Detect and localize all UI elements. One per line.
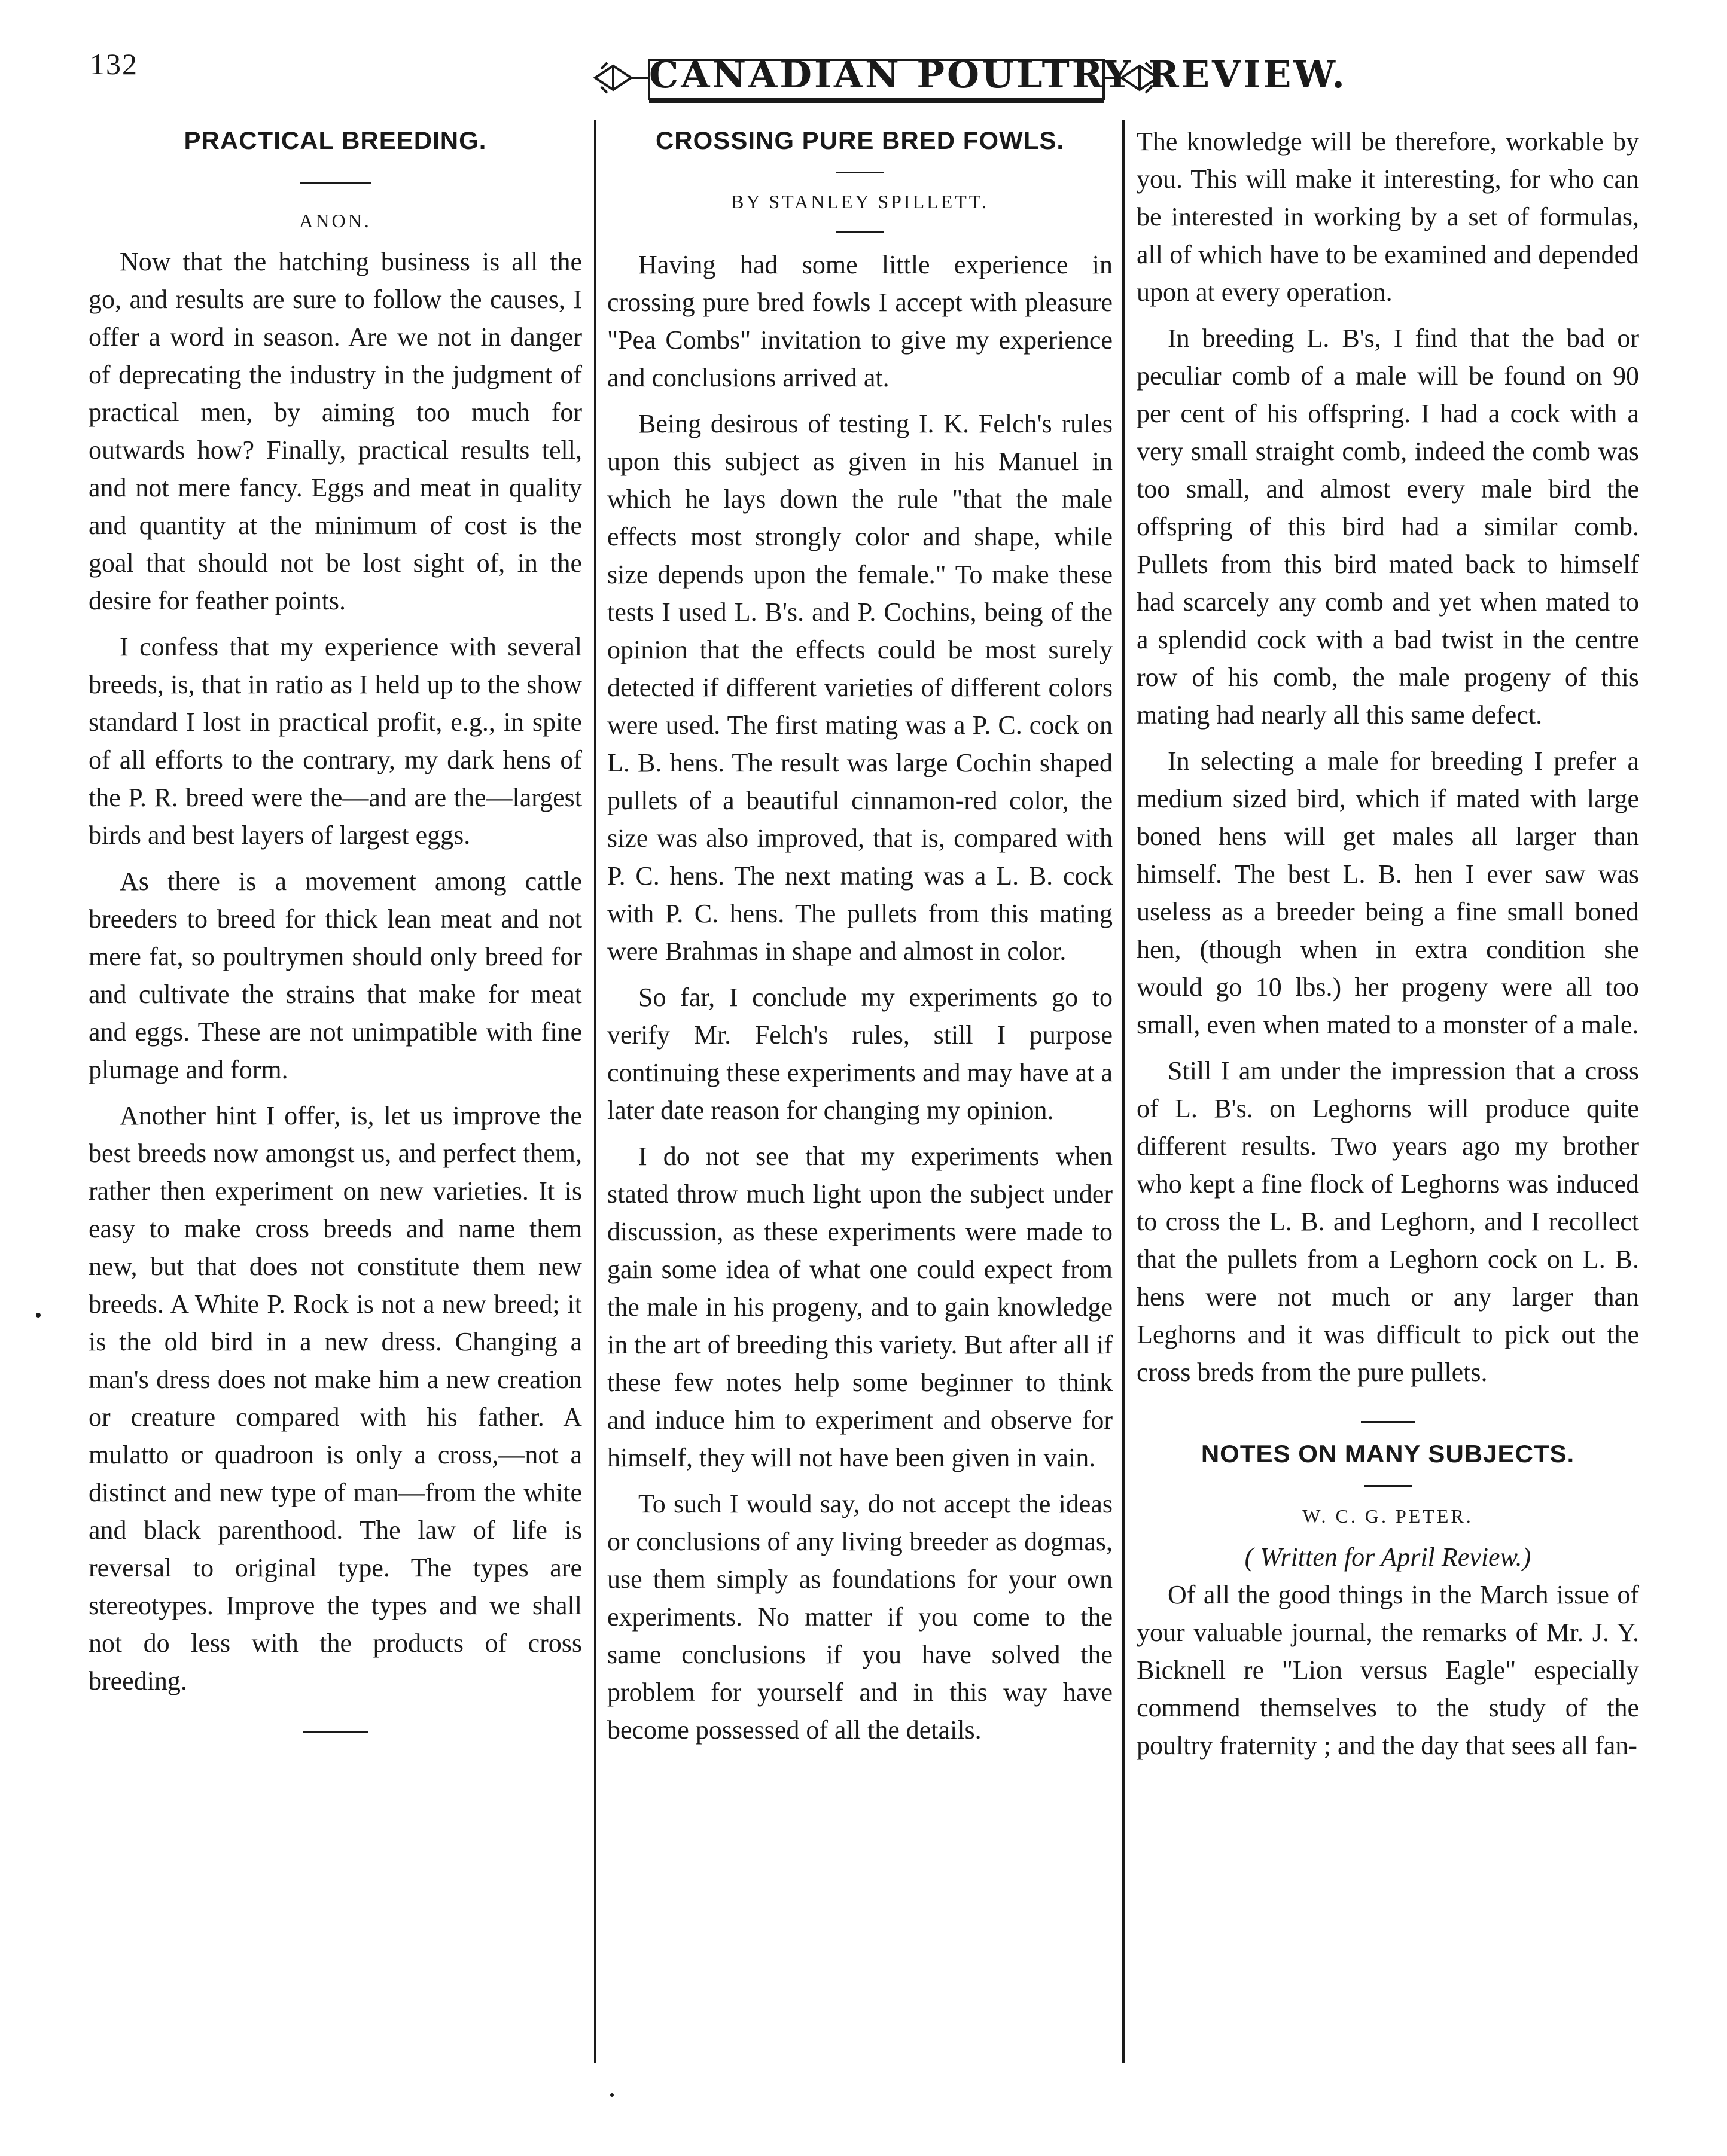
article-title: CROSSING PURE BRED FOWLS. [655,126,1065,154]
masthead-title: CANADIAN POULTRY REVIEW. [649,53,1347,96]
column-divider [594,120,596,2063]
masthead [589,42,1347,114]
paragraph: I do not see that my experiments when stated throw much light upon the subject under discussion, as these experiments were made to gain some idea of what one could expect from the male in his progeny, and to gain knowledge in the art of breeding this variety. But after all if these few notes help some beginner to think and induce him to experiment and observe for himself, they will not have been given in vain. [607,1142,1113,1472]
paragraph: Still I am under the impression that a cross of L. B's. on Leghorns will produce quite different results. Two years ago my brother who kept a fine flock of Leghorns was induced to cross the L. B. and Leghorn, and I recollect that the pullets from a Leghorn cock on L. B. hens were not much or any larger than Leghorns and it was difficult to pick out the cross breds from the pure pullets. [1137,1056,1639,1387]
column-crossing-pure-bred-fowls [607,123,1113,1757]
paragraph: Of all the good things in the March issue of your valuable journal, the remarks of Mr. J. Y. Bicknell re "Lion versus Eagle" especially commend themselves to the study of the poultry fraternity ; and the day that sees all fan- [1137,1580,1639,1760]
end-rule [303,1731,368,1733]
article-title: PRACTICAL BREEDING. [184,126,487,154]
section-rule [1361,1421,1415,1423]
paragraph: To such I would say, do not accept the ideas or conclusions of any living breeder as dogmas, use them simply as foundations for your own experiments. No matter if you come to the same conclusions if you have solved the problem for yourself and in this way have become possessed of all the details. [607,1489,1113,1745]
title-rule [836,172,884,173]
page-number: 132 [90,47,138,81]
title-rule [1364,1485,1412,1487]
paragraph: The knowledge will be therefore, workable by you. This will make it interesting, for who can be interested in working by a set of formulas, all of which have to be examined and depended upon at every operation. [1137,127,1639,307]
paragraph: Having had some little experience in crossing pure bred fowls I accept with pleasure "Pea Combs" invitation to give my experience and conclusions arrived at. [607,250,1113,392]
paragraph: In breeding L. B's, I find that the bad or peculiar comb of a male will be found on 90 per cent of his offspring. I had a cock with a very small straight comb, indeed the comb was too small, and almost every male bird the offspring of this bird had a similar comb. Pullets from this bird mated back to himself had scarcely any comb and yet when mated to a splendid cock with a bad twist in the centre row of his comb, the male progeny of this mating had nearly all this same defect. [1137,324,1639,730]
byline-rule [836,231,884,233]
paragraph: Being desirous of testing I. K. Felch's rules upon this subject as given in his Manuel in which he lays down the rule "that the male effects most strongly color and shape, while size depends upon the female." To make these tests I used L. B's. and P. Cochins, being of the opinion that the effects could be most surely detected if different varieties of different colors were used. The first mating was a P. C. cock on L. B. hens. The result was large Cochin shaped pullets of a beautiful cinnamon-red color, the size was also improved, that is, compared with P. C. hens. The next mating was a L. B. cock with P. C. hens. The pullets from this mating were Brahmas in shape and almost in color. [607,409,1113,966]
ink-speck [610,2093,614,2097]
paragraph: I confess that my experience with several breeds, is, that in ratio as I held up to the show standard I lost in practical profit, e.g., in spite of all efforts to the contrary, my dark hens of the P. R. breed were the—and are the—largest birds and best layers of largest eggs. [89,632,582,850]
paragraph: In selecting a male for breeding I prefer a medium sized bird, which if mated with large boned hens will get males all larger than himself. The best L. B. hen I ever saw was useless as a breeder being a fine small boned hen, (though when in extra condition she would go 10 lbs.) her progeny were all too small, even when mated to a monster of a male. [1137,746,1639,1039]
article-subhead: ( Written for April Review.) [1244,1542,1531,1572]
column-practical-breeding [89,123,582,1733]
column-divider [1122,120,1125,2063]
ink-speck [36,1313,41,1318]
column-continued [1137,123,1639,1773]
title-rule [300,182,371,184]
article-title: NOTES ON MANY SUBJECTS. [1201,1440,1575,1468]
article-byline: ANON. [299,210,371,231]
paragraph: So far, I conclude my experiments go to verify Mr. Felch's rules, still I purpose continuing these experiments and may have at a later date reason for changing my opinion. [607,983,1113,1125]
paragraph: Another hint I offer, is, let us improve the best breeds now amongst us, and perfect them, rather then experiment on new varieties. It is easy to make cross breeds and name them new, but that does not constitute them new breeds. A White P. Rock is not a new breed; it is the old bird in a new dress. Changing a man's dress does not make him a new creation or creature compared with his father. A mulatto or quadroon is only a cross,—not a distinct and new type of man—from the white and black parenthood. The law of life is reversal to original type. The types are stereotypes. Improve the types and we shall not do less with the products of cross breeding. [89,1101,582,1695]
article-byline: W. C. G. PETER. [1302,1505,1473,1527]
paragraph: Now that the hatching business is all the go, and results are sure to follow the causes, I offer a word in season. Are we not in danger of deprecating the industry in the judgment of practical men, by aiming too much for outwards how? Finally, practical results tell, and not mere fancy. Eggs and meat in quality and quantity at the minimum of cost is the goal that should not be lost sight of, in the desire for feather points. [89,247,582,615]
article-byline: BY STANLEY SPILLETT. [731,191,989,212]
paragraph: As there is a movement among cattle breeders to breed for thick lean meat and not mere fat, so poultrymen should only breed for and cultivate the strains that make for meat and eggs. These are not unimpatible with fine plumage and form. [89,867,582,1084]
